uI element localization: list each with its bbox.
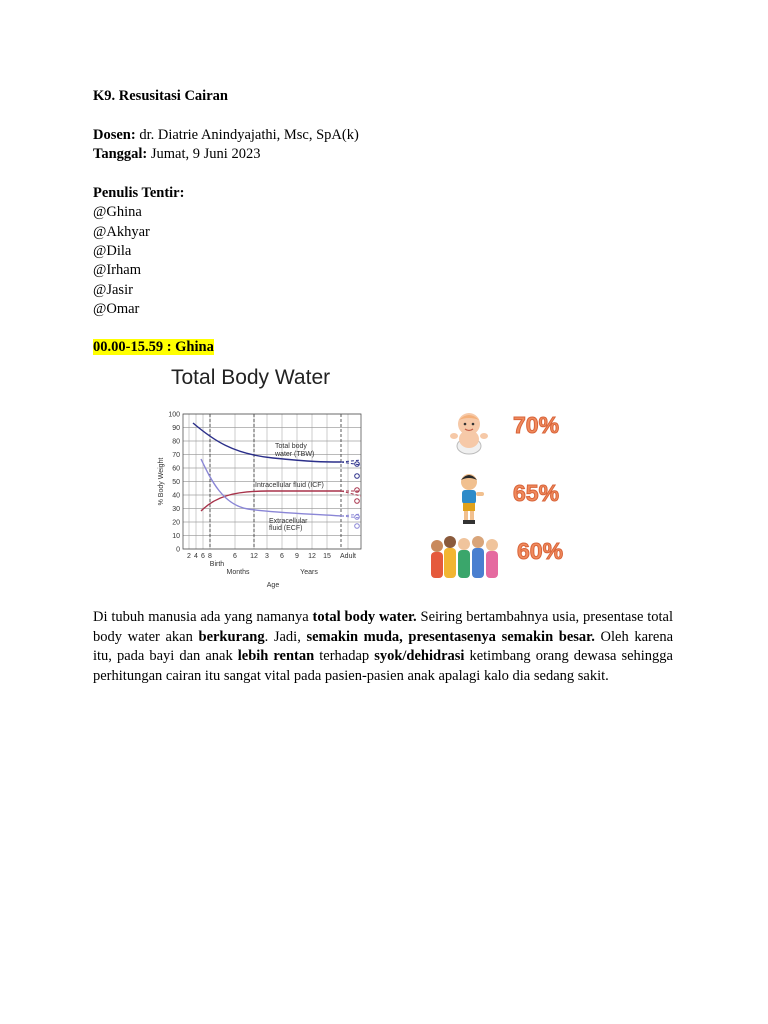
x-group-label: Months (226, 569, 250, 576)
penulis-item: @Dila (93, 243, 132, 259)
x-tick-label: 12 (250, 553, 258, 560)
x-group-label: Years (300, 569, 318, 576)
penulis-item: @Ghina (93, 204, 142, 220)
y-tick-label: 10 (172, 533, 180, 540)
penulis-item: @Omar (93, 301, 140, 317)
x-tick-label: 9 (295, 553, 299, 560)
chart-text (158, 412, 356, 590)
penulis-heading: Penulis Tentir: (93, 185, 185, 201)
y-tick-label: 70 (172, 452, 180, 459)
x-tick-label: 2 (187, 553, 191, 560)
series-label: water (TBW) (275, 451, 315, 458)
percentage-child: 65% (513, 480, 560, 506)
x-group-label: Birth (209, 561, 225, 568)
x-tick-label: 4 (194, 553, 198, 560)
penulis-item: @Irham (93, 262, 141, 278)
x-tick-label: 6 (280, 553, 284, 560)
series-label: fluid (ECF) (269, 525, 303, 532)
male-symbol (355, 515, 360, 520)
x-tick-label: Adult (340, 553, 356, 560)
percentage-infant: 70% (513, 412, 560, 438)
y-tick-label: 30 (172, 506, 180, 513)
penulis-item: @Akhyar (93, 223, 150, 240)
female-symbol (355, 524, 360, 529)
x-tick-label: 12 (308, 553, 316, 560)
x-tick-label: 3 (265, 553, 269, 560)
total-body-water-figure (93, 362, 593, 597)
x-axis-label: Age (266, 582, 280, 589)
female-symbol (355, 499, 360, 504)
body-paragraph: Di tubuh manusia ada yang namanya total body water. Seiring bertambahnya usia, presentase total body water akan berkurang. Jadi, semakin muda, presentasenya semakin besar. Oleh karena itu, pada bayi dan anak lebih rentan terhadap syok/dehidrasi ketimbang orang dewasa sehingga perhitungan cairan itu sangat vital pada pasien-pasien anak apalagi kalo dia sedang sakit. (93, 609, 674, 684)
y-tick-label: 20 (172, 519, 180, 527)
child-icon (457, 472, 487, 526)
y-tick-label: 60 (172, 465, 180, 473)
y-tick-label: 40 (172, 492, 180, 500)
x-tick-label: 15 (323, 553, 331, 560)
y-tick-label: 100 (168, 411, 180, 419)
adults-group-icon (428, 534, 504, 580)
female-symbol (355, 474, 360, 479)
ecf-male-projection (341, 516, 361, 518)
series-label: Extracellular (269, 518, 308, 525)
y-tick-label: 80 (172, 438, 180, 446)
y-tick-label: 0 (176, 546, 180, 554)
section-heading: 00.00-15.59 : Ghina (93, 339, 214, 355)
male-symbol (355, 488, 360, 493)
document-title: K9. Resusitasi Cairan (93, 88, 228, 104)
figure-title: Total Body Water (171, 366, 331, 389)
dosen-line: Dosen: dr. Diatrie Anindyajathi, Msc, SpA(k) (93, 127, 359, 143)
y-tick-label: 90 (172, 425, 180, 432)
y-axis-label: % Body Weight (158, 457, 165, 506)
x-tick-label: 8 (208, 553, 212, 560)
x-tick-label: 6 (233, 553, 237, 560)
percentage-adult: 60% (517, 538, 564, 564)
tanggal-line: Tanggal: Jumat, 9 Juni 2023 (93, 146, 261, 162)
penulis-item: @Jasir (93, 281, 133, 298)
y-tick-label: 50 (172, 479, 180, 486)
series-label: Intracellular fluid (ICF) (255, 482, 324, 489)
baby-icon (448, 410, 490, 456)
series-label: Total body (275, 443, 307, 450)
chart-lines (193, 423, 361, 528)
x-tick-label: 6 (201, 553, 205, 560)
